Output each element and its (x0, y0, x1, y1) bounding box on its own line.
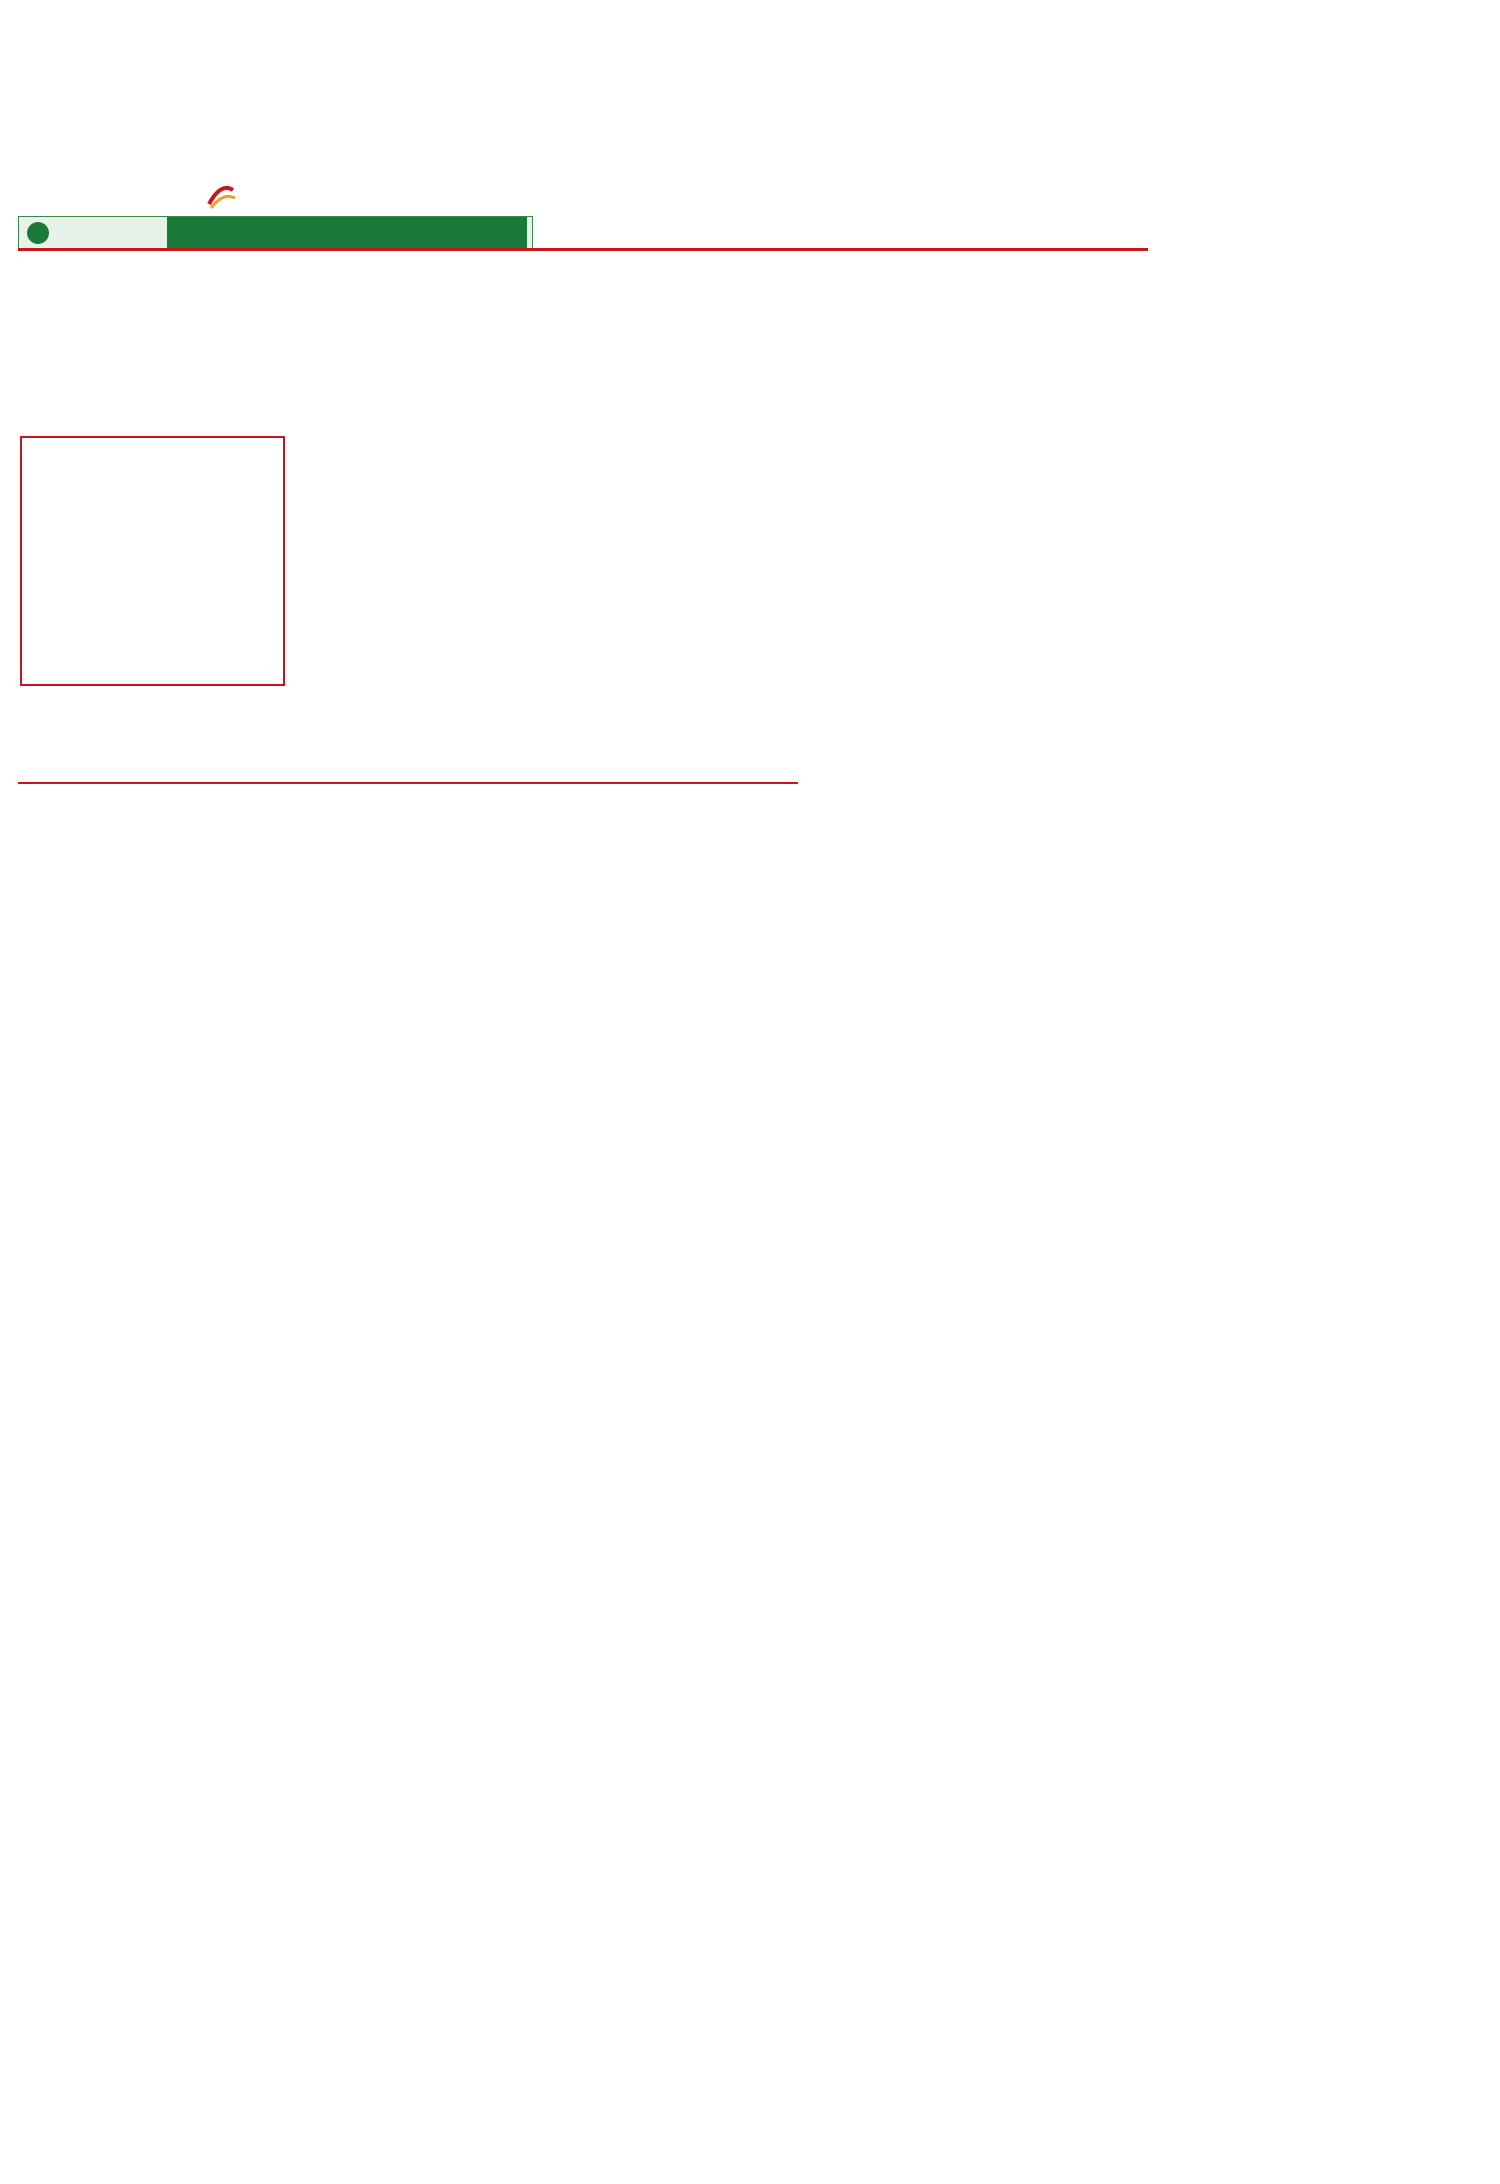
abc-logo-icon (27, 222, 49, 244)
top-rule (18, 248, 1148, 251)
lead-col-3 (512, 436, 717, 772)
lead-col-2 (296, 436, 501, 772)
right-top-subtitle (1040, 268, 1074, 688)
lead-col-4 (728, 436, 798, 772)
right-top-body (808, 262, 1036, 942)
lead-summary-box (20, 436, 285, 686)
party-emblem-icon (203, 178, 239, 214)
right-column (1150, 262, 1480, 1262)
right-top-headline (1080, 262, 1150, 982)
banner-slogan (167, 217, 527, 249)
second-col-4 (602, 792, 798, 1211)
masthead-title (18, 40, 528, 180)
masthead-banner (18, 216, 533, 250)
second-col-1 (20, 926, 205, 1211)
lead-dateline (20, 692, 285, 772)
second-col-2 (214, 926, 399, 1211)
second-col-3 (408, 926, 593, 1211)
right-top-body-text (808, 262, 1036, 918)
second-rule (18, 782, 798, 784)
masthead (18, 18, 533, 238)
